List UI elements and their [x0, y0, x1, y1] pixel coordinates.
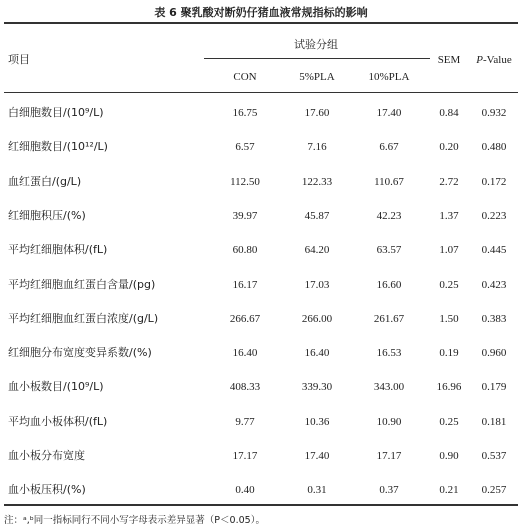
cell-con: 16.40 [232, 347, 258, 360]
cell-pla5: 266.00 [301, 312, 333, 325]
cell-sem: 0.90 [439, 450, 459, 462]
cell-pla5: 0.31 [307, 484, 327, 497]
col-5pla-header: 5%PLA [299, 71, 335, 83]
cell-con: 39.97 [232, 209, 258, 222]
cell-sem: 0.19 [439, 347, 459, 360]
col-con-header: CON [233, 71, 257, 83]
cell-con: 9.77 [235, 415, 255, 428]
cell-sem: 0.84 [439, 107, 459, 119]
cell-pla10: 63.57 [376, 244, 402, 257]
cell-con: 266.67 [229, 312, 261, 325]
cell-p: 0.383 [481, 312, 507, 325]
cell-p: 0.172 [481, 175, 507, 188]
cell-p: 0.223 [481, 209, 507, 222]
row-label: 平均血小板体积/(fL) [8, 414, 108, 428]
cell-pla5: 45.87 [304, 209, 330, 222]
cell-sem: 0.25 [439, 278, 459, 291]
cell-pla10: 10.90 [376, 415, 402, 428]
cell-con: 17.17 [232, 450, 258, 462]
cell-sem: 1.37 [439, 209, 459, 222]
cell-con: 0.40 [235, 484, 255, 497]
cell-pla5: 17.60 [304, 107, 330, 119]
cell-pla5: 17.03 [304, 278, 330, 291]
cell-p: 0.179 [481, 381, 507, 394]
cell-pla10: 261.67 [373, 312, 405, 325]
row-label: 平均红细胞血红蛋白含量/(pg) [8, 277, 156, 291]
cell-sem: 1.50 [439, 312, 459, 325]
group-underline [204, 58, 430, 59]
table-note: 注：ᵃ,ᵇ同一指标同行不同小写字母表示差异显著（P＜0.05）。 [4, 515, 265, 526]
cell-pla10: 6.67 [379, 141, 399, 154]
cell-pla10: 16.60 [376, 278, 402, 291]
row-label: 红细胞积压/(%) [8, 208, 86, 222]
bottom-rule [4, 504, 518, 506]
cell-pla5: 16.40 [304, 347, 330, 360]
row-label: 血小板数目/(10⁹/L) [8, 380, 104, 394]
header-rule [4, 92, 518, 93]
cell-pla5: 7.16 [307, 141, 327, 154]
cell-pla10: 343.00 [373, 381, 405, 394]
cell-pla10: 110.67 [374, 175, 404, 188]
cell-p: 0.445 [481, 244, 507, 257]
row-label: 红细胞数目/(10¹²/L) [8, 140, 108, 154]
cell-sem: 16.96 [436, 381, 462, 394]
cell-sem: 2.72 [439, 175, 459, 188]
cell-p: 0.537 [481, 450, 507, 462]
row-label: 平均红细胞体积/(fL) [8, 243, 108, 257]
cell-sem: 1.07 [439, 244, 459, 257]
cell-con: 112.50 [230, 175, 260, 188]
cell-sem: 0.21 [439, 484, 459, 497]
top-rule [4, 22, 518, 24]
row-label: 平均红细胞血红蛋白浓度/(g/L) [8, 311, 159, 325]
cell-p: 0.932 [481, 107, 507, 119]
cell-pla10: 0.37 [379, 484, 399, 497]
table-title: 表 6 聚乳酸对断奶仔猪血液常规指标的影响 [154, 6, 368, 19]
cell-p: 0.960 [481, 347, 507, 360]
cell-pla10: 42.23 [376, 209, 402, 222]
col-10pla-header: 10%PLA [368, 71, 410, 83]
item-header: 项目 [8, 53, 30, 66]
cell-pla10: 17.17 [376, 450, 402, 462]
row-label: 红细胞分布宽度变异系数/(%) [8, 346, 152, 360]
row-label: 白细胞数目/(10⁹/L) [8, 106, 104, 119]
col-p-header: P-Value [476, 54, 512, 66]
cell-con: 6.57 [235, 141, 255, 154]
group-header: 试验分组 [294, 38, 338, 51]
cell-p: 0.480 [481, 141, 507, 154]
row-label: 血小板分布宽度 [8, 449, 85, 462]
cell-p: 0.423 [481, 278, 507, 291]
cell-sem: 0.25 [439, 415, 459, 428]
cell-pla5: 17.40 [304, 450, 330, 462]
cell-pla10: 16.53 [376, 347, 402, 360]
cell-con: 408.33 [229, 381, 261, 394]
cell-pla5: 64.20 [304, 244, 330, 257]
col-sem-header: SEM [437, 54, 461, 66]
cell-con: 16.17 [232, 278, 258, 291]
cell-pla5: 122.33 [301, 175, 333, 188]
cell-pla5: 10.36 [304, 415, 330, 428]
cell-con: 60.80 [232, 244, 258, 257]
cell-pla5: 339.30 [301, 381, 333, 394]
cell-pla10: 17.40 [376, 107, 402, 119]
row-label: 血小板压积/(%) [8, 483, 86, 497]
cell-sem: 0.20 [439, 141, 459, 154]
row-label: 血红蛋白/(g/L) [8, 174, 82, 188]
cell-con: 16.75 [232, 107, 258, 119]
cell-p: 0.257 [481, 484, 507, 497]
cell-p: 0.181 [481, 415, 507, 428]
